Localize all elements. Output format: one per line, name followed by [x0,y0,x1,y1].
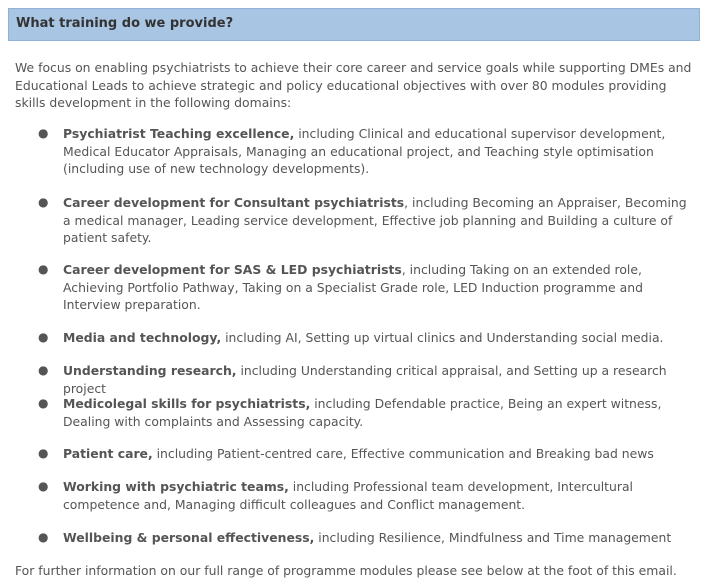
intro-paragraph: We focus on enabling psychiatrists to achieve their core career and service goals while supporting DMEs and Educational Leads to achieve strategic and policy educational objectives with over 80 modules providing skills development in the following domains: [15,60,692,110]
item-title: Understanding research, [63,363,237,378]
list-item [38,194,698,247]
list-item [38,445,698,463]
item-title: Wellbeing & personal effectiveness, [63,530,315,545]
item-text: including AI, Setting up virtual clinics and Understanding social media. [221,330,664,345]
bullet-icon: ● [38,530,49,544]
item-title: Working with psychiatric teams, [63,479,289,494]
list-item [38,395,698,430]
item-text: , including Taking on an extended role, Achieving Portfolio Pathway, Taking on a Specialist Grade role, LED Induction programme and Interview preparation. [63,262,643,312]
bullet-icon: ● [38,330,49,344]
item-title: Medicolegal skills for psychiatrists, [63,396,311,411]
section-title: What training do we provide? [16,16,234,31]
bullet-icon: ● [38,396,49,410]
item-title: Career development for Consultant psychiatrists [63,195,405,210]
item-text: including Clinical and educational supervisor development, Medical Educator Appraisals, Managing an educational project, and Teaching style optimisation (including use of new technology developments). [63,126,666,176]
list-item [38,125,698,178]
item-text: including Patient-centred care, Effective communication and Breaking bad news [152,446,654,461]
list-item [38,478,698,513]
bullet-icon: ● [38,195,49,209]
item-text: , including Becoming an Appraiser, Becoming a medical manager, Leading service development, Effective job planning and Building a culture of patient safety. [63,195,687,245]
list-item [38,329,698,347]
bullet-icon: ● [38,446,49,460]
section-header [8,8,700,41]
bullet-icon: ● [38,363,49,377]
item-title: Career development for SAS & LED psychiatrists [63,262,402,277]
item-title: Media and technology, [63,330,222,345]
list-item [38,529,698,547]
item-text: including Defendable practice, Being an expert witness, Dealing with complaints and Assessing capacity. [63,396,662,429]
list-item [38,261,698,314]
item-title: Psychiatrist Teaching excellence, [63,126,295,141]
bullet-icon: ● [38,479,49,493]
item-title: Patient care, [63,446,153,461]
item-text: including Understanding critical appraisal, and Setting up a research project [63,363,667,396]
footer-paragraph: For further information on our full range of programme modules please see below at the foot of this email. [15,563,677,578]
item-text: including Professional team development, Intercultural competence and, Managing difficult colleagues and Conflict management. [63,479,633,512]
list-item [38,362,698,397]
bullet-icon: ● [38,262,49,276]
bullet-icon: ● [38,126,49,140]
item-text: including Resilience, Mindfulness and Time management [314,530,672,545]
